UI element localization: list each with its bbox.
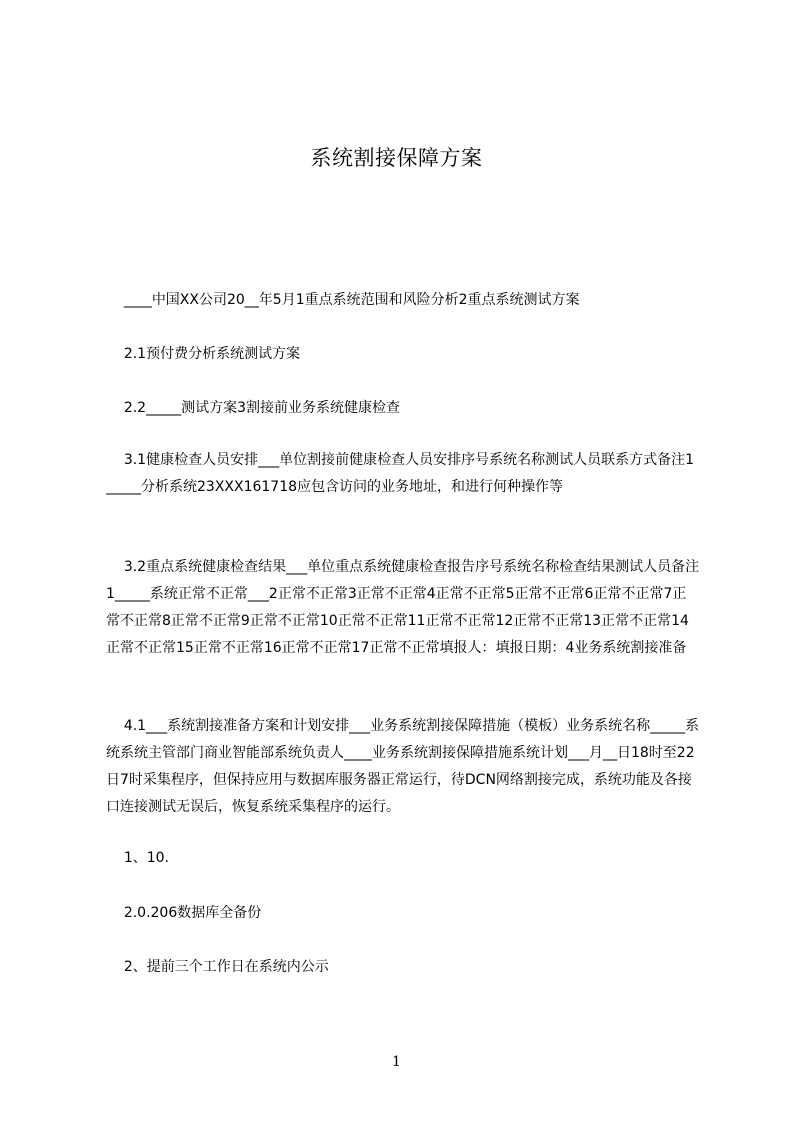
paragraph-8: 2.0.206数据库全备份 bbox=[106, 905, 262, 921]
page-number: 1 bbox=[392, 1054, 401, 1070]
paragraph-3: 2.2_____测试方案3割接前业务系统健康检查 bbox=[106, 400, 400, 416]
paragraph-2: 2.1预付费分析系统测试方案 bbox=[106, 346, 301, 362]
paragraph-5: 3.2重点系统健康检查结果___单位重点系统健康检查报告序号系统名称检查结果测试人员备注1_____系统正常不正常___2正常不正常3正常不正常4正常不正常5正常不正常6正常不正常7正常不正常8正常不正常9正常不正常10正常不正常11正常不正常12正常不正常13正常不正常14正常不正常15正常不正常16正常不正常17正常不正常填报人：填报日期：4业务系统割接准备 bbox=[106, 559, 700, 656]
paragraph-1: ____中国XX公司20__年5月1重点系统范围和风险分析2重点系统测试方案 bbox=[106, 292, 580, 308]
document-title: 系统割接保障方案 bbox=[310, 146, 483, 170]
paragraph-7: 1、10. bbox=[106, 850, 169, 866]
paragraph-4: 3.1健康检查人员安排___单位割接前健康检查人员安排序号系统名称测试人员联系方式备注1_____分析系统23XXX161718应包含访问的业务地址，和进行何种操作等 bbox=[106, 452, 694, 495]
paragraph-6: 4.1___系统割接准备方案和计划安排___业务系统割接保障措施（模板）业务系统名称_____系统系统主管部门商业智能部系统负责人____业务系统割接保障措施系统计划___月__日18时至22日7时采集程序，但保持应用与数据库服务器正常运行，待DCN网络割接完成，系统功能及各接口连接测试无误后，恢复系统采集程序的运行。 bbox=[106, 718, 700, 815]
paragraph-9: 2、提前三个工作日在系统内公示 bbox=[106, 959, 329, 975]
